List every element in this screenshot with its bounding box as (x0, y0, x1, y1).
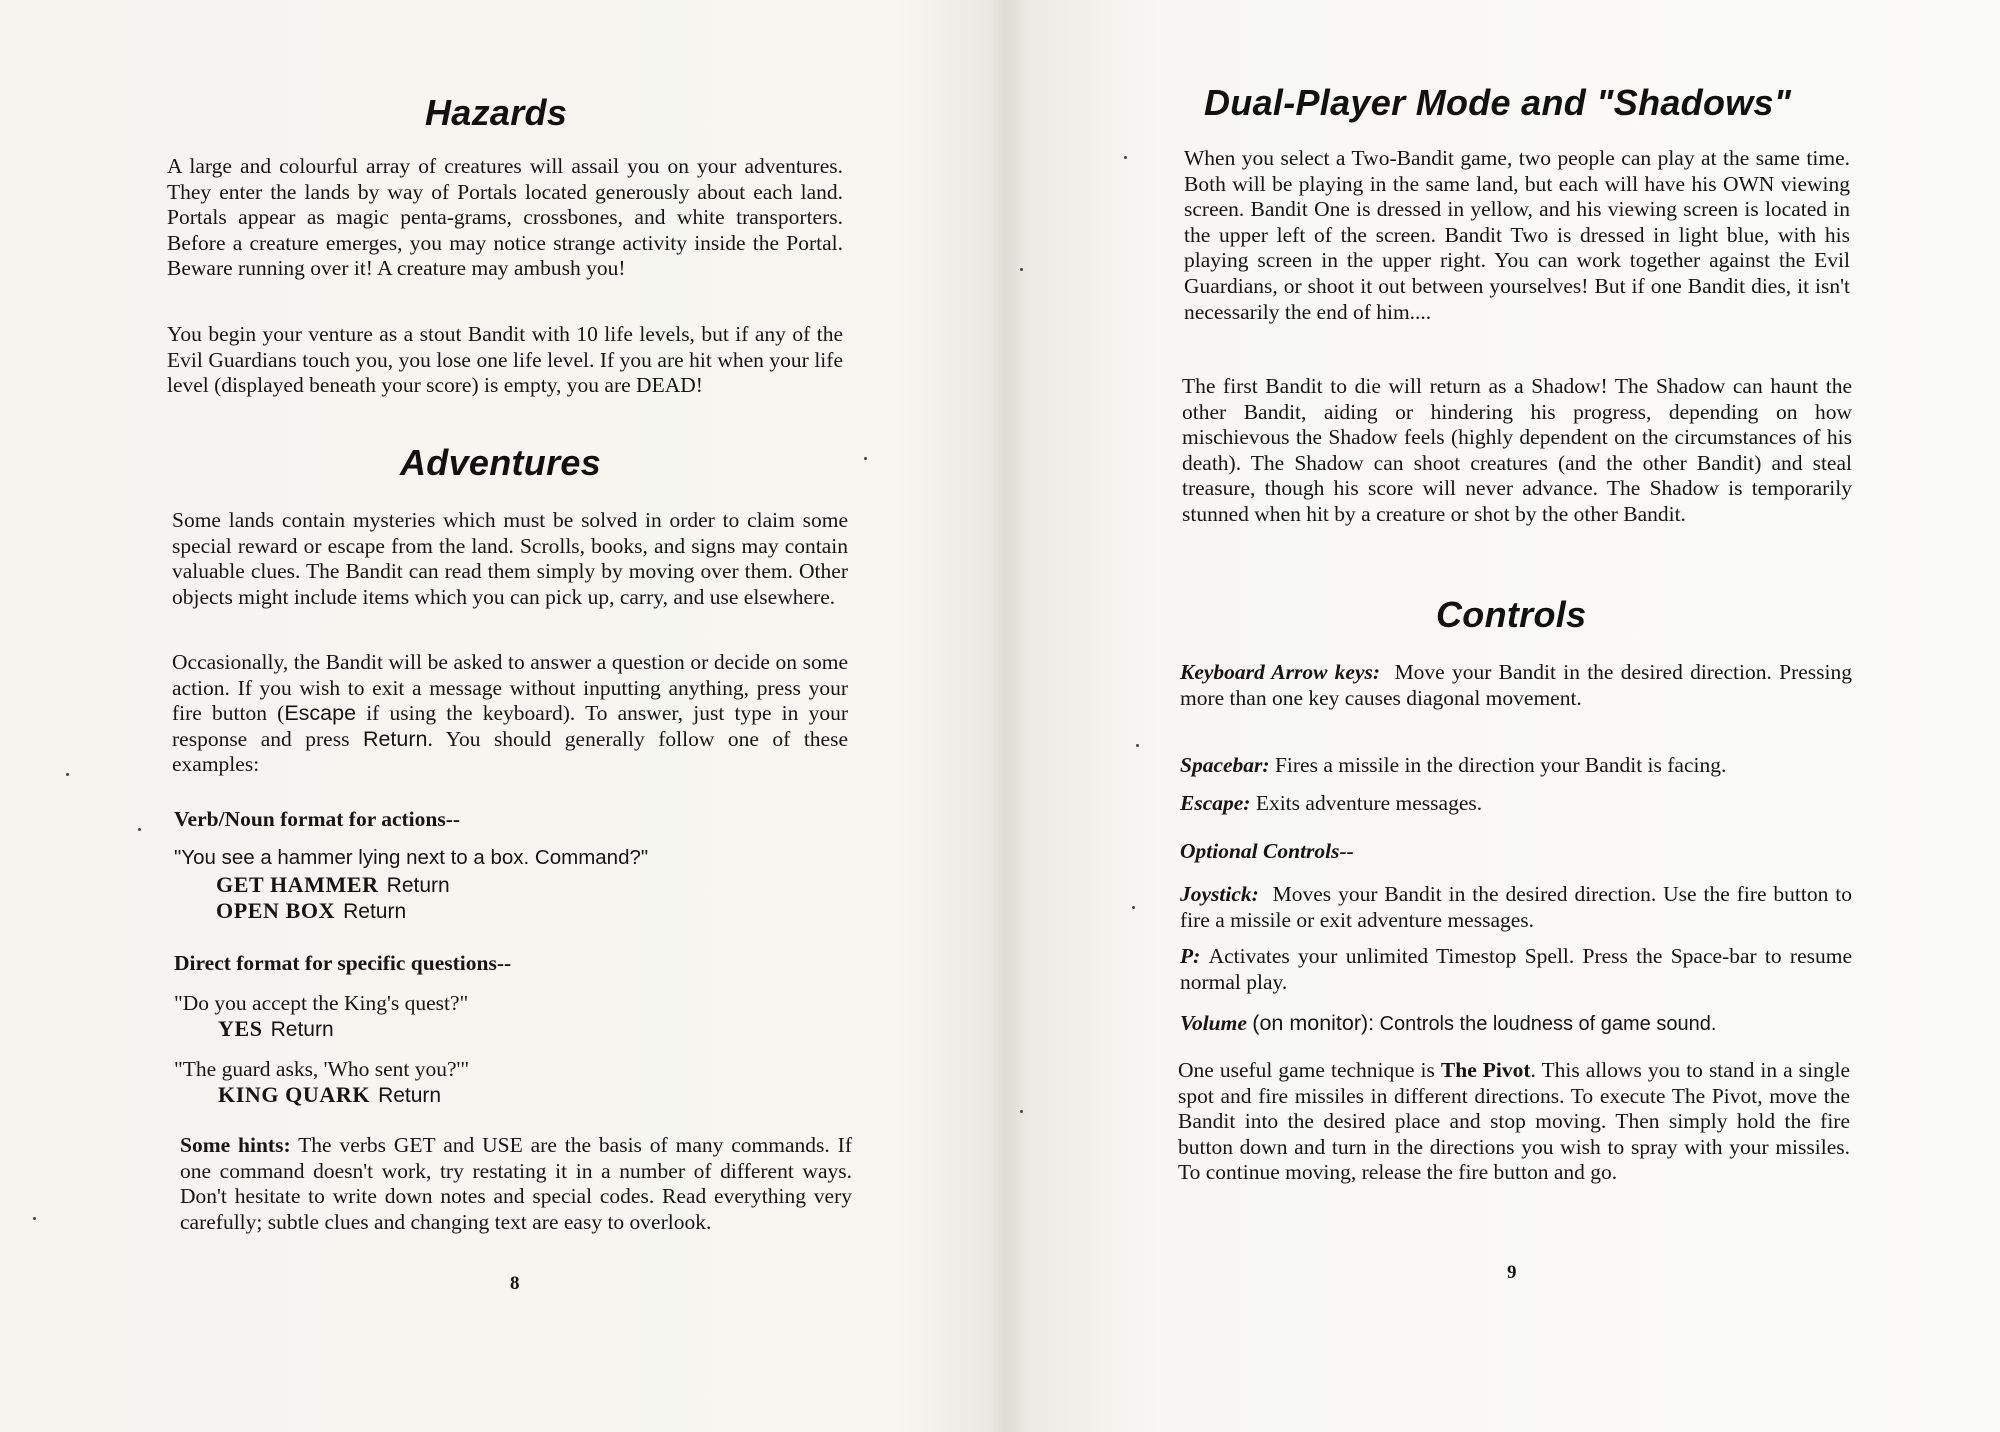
adventures-heading: Adventures (400, 442, 602, 483)
command-text: OPEN BOX (216, 898, 336, 923)
command-get-hammer (216, 872, 450, 899)
hints-paragraph (180, 1133, 852, 1235)
pivot-paragraph (1178, 1058, 1850, 1186)
control-spacebar (1180, 752, 1726, 778)
verb-noun-heading: Verb/Noun format for actions-- (174, 807, 461, 831)
command-open-box (216, 898, 406, 925)
dual-player-paragraph-2: The first Bandit to die will return as a Shadow! The Shadow can haunt the other Bandit, aiding or hindering his progress, depending on how mischievous the Shadow feels (highly dependent on the circumstances of his death). The Shadow can shoot creatures (and the other Bandit) and steal treasure, though his score will never advance. The Shadow is temporarily stunned when hit by a creature or shot by the other Bandit. (1182, 374, 1852, 526)
command-king-quark (218, 1082, 441, 1109)
print-speck (1136, 744, 1139, 747)
adventures-paragraph-1: Some lands contain mysteries which must be solved in order to claim some special reward or escape from the land. Scrolls, books, and signs may contain valuable clues. The Bandit can read them simply by moving over them. Other objects might include items which you can pick up, carry, and use elsewhere. (172, 508, 848, 609)
adventures-p2-part-b: if using the keyboard). To answer, just type in your response and press (172, 701, 848, 751)
optional-controls-heading: Optional Controls-- (1180, 839, 1354, 863)
command-text: YES (218, 1016, 263, 1041)
command-yes (218, 1016, 334, 1043)
control-term: Volume (1180, 1011, 1247, 1035)
control-description: Fires a missile in the direction your Bandit is facing. (1274, 753, 1727, 777)
return-key-label: Return (386, 874, 450, 897)
control-description: Exits adventure messages. (1255, 791, 1483, 815)
control-term: Escape: (1180, 791, 1251, 815)
control-p-key (1180, 944, 1852, 995)
escape-key-label: Escape (284, 701, 357, 726)
control-volume (1180, 1010, 1716, 1037)
controls-heading: Controls (1436, 594, 1587, 635)
pivot-term: The Pivot (1440, 1058, 1531, 1082)
direct-format-heading: Direct format for specific questions-- (174, 951, 512, 975)
return-key-label: Return (378, 1084, 442, 1107)
print-speck (66, 773, 69, 776)
print-speck (1132, 906, 1135, 909)
control-escape (1180, 790, 1482, 816)
dual-player-paragraph-1: When you select a Two-Bandit game, two people can play at the same time. Both will be playing in the same land, but each will have his OWN viewing screen. Bandit One is dressed in yellow, and his viewing screen is located in the upper left of the screen. Bandit Two is dressed in light blue, with his playing screen in the upper right. You can work together against the Evil Guardians, or shoot it out between yourselves! But if one Bandit dies, it isn't necessarily the end of him.... (1184, 146, 1850, 324)
control-description: Activates your unlimited Timestop Spell. Press the Space-bar to resume normal play. (1180, 944, 1852, 994)
control-description: Controls the loudness of game sound. (1379, 1013, 1717, 1035)
control-keyboard-arrow (1180, 660, 1852, 711)
direct-example-2: "The guard asks, 'Who sent you?'" (174, 1057, 470, 1081)
print-speck (1020, 268, 1023, 271)
adventures-paragraph-2 (172, 650, 848, 778)
page-number-right: 9 (1507, 1262, 1517, 1283)
control-joystick (1180, 882, 1852, 933)
control-description: Move your Bandit in the desired direction. Pressing more than one key causes diagonal movement. (1180, 660, 1852, 710)
print-speck (138, 828, 141, 831)
control-term: Joystick: (1180, 882, 1259, 906)
return-key-label: Return (343, 900, 407, 923)
right-page (1000, 0, 2000, 1432)
adventures-p2-part-c: . You should generally follow one of these examples: (172, 726, 848, 777)
hazards-heading: Hazards (425, 92, 568, 133)
print-speck (33, 1217, 36, 1220)
control-description: Moves your Bandit in the desired direction. Use the fire button to fire a missile or exit adventure messages. (1180, 882, 1853, 932)
page-number-left: 8 (510, 1273, 520, 1294)
control-term: Keyboard Arrow keys: (1180, 660, 1381, 684)
adventures-p2-part-a: Occasionally, the Bandit will be asked to answer a question or decide on some action. If you wish to exit a message without inputting anything, press your fire button ( (172, 650, 848, 726)
control-term-paren: (on monitor): (1252, 1011, 1375, 1035)
print-speck (864, 457, 867, 460)
hints-text: The verbs GET and USE are the basis of many commands. If one command doesn't work, try restating it in a number of different ways. Don't hesitate to write down notes and special codes. Read everything very carefully; subtle clues and changing text are easy to overlook. (180, 1133, 852, 1234)
return-key-label: Return (270, 1018, 334, 1041)
hints-label: Some hints: (180, 1133, 291, 1157)
pivot-text-b: . This allows you to stand in a single spot and fire missiles in different directions. To execute The Pivot, move the Bandit into the desired place and stop moving. Then simply hold the fire button down and turn in the directions you wish to spray with your missiles. To continue moving, release the fire button and go. (1178, 1058, 1850, 1185)
hazards-paragraph-2: You begin your venture as a stout Bandit with 10 life levels, but if any of the Evil Guardians touch you, you lose one life level. If you are hit when your life level (displayed beneath your score) is empty, you are DEAD! (167, 322, 843, 398)
verb-noun-example: "You see a hammer lying next to a box. Command?" (174, 846, 649, 869)
direct-example-1: "Do you accept the King's quest?" (174, 991, 469, 1015)
command-text: GET HAMMER (216, 872, 379, 897)
pivot-text-a: One useful game technique is (1178, 1058, 1441, 1082)
dual-player-heading: Dual-Player Mode and "Shadows" (1204, 82, 1792, 123)
print-speck (1124, 156, 1127, 159)
hazards-paragraph-1: A large and colourful array of creatures will assail you on your adventures. They enter the lands by way of Portals located generously about each land. Portals appear as magic penta-grams, crossbones, and white transporters. Before a creature emerges, you may notice strange activity inside the Portal. Beware running over it! A creature may ambush you! (167, 154, 843, 281)
control-term: Spacebar: (1180, 753, 1270, 777)
command-text: KING QUARK (218, 1082, 371, 1107)
return-key-label: Return (362, 726, 428, 751)
control-term: P: (1180, 944, 1201, 968)
print-speck (1020, 1110, 1023, 1113)
